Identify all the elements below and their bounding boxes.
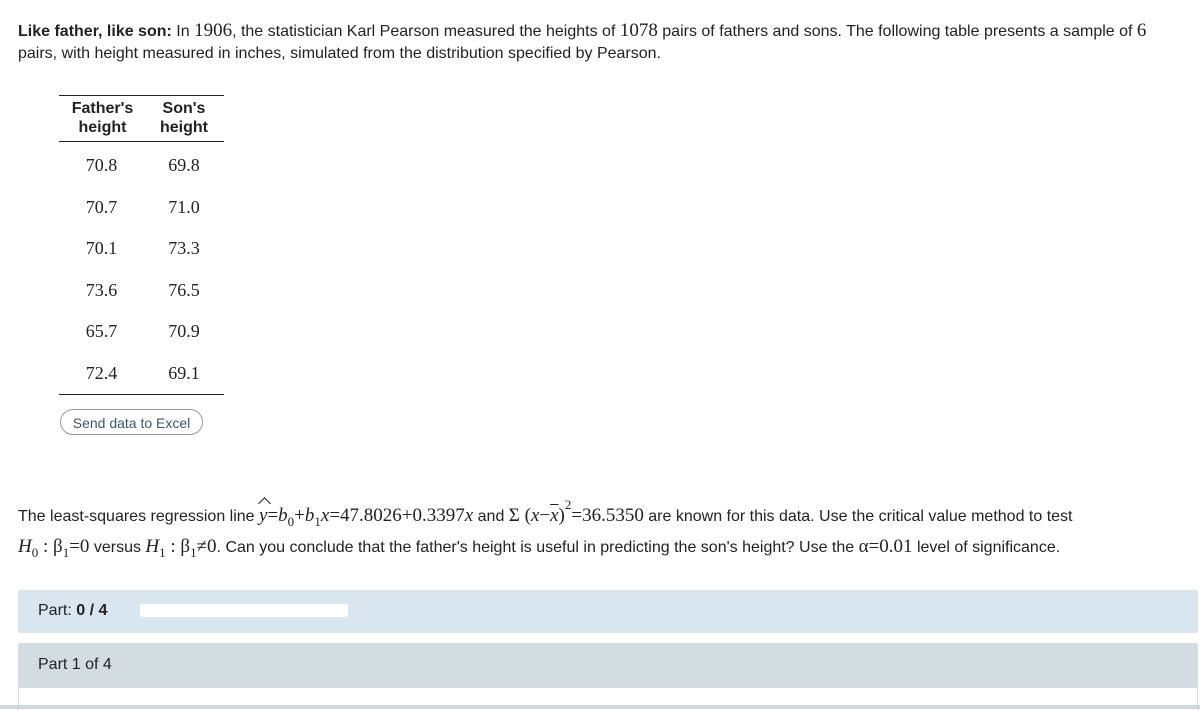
header-father: Father's height [59, 96, 144, 142]
regression-equation: $y=b_0+b_1x=47.8026+0.3397x$ [259, 505, 474, 529]
father-cell: 72.4 [59, 353, 144, 395]
son-cell: 71.0 [168, 196, 200, 217]
son-cell: 69.1 [144, 353, 224, 395]
problem-heading: Like father, like son: [18, 23, 172, 40]
question-and: and [473, 508, 509, 525]
null-hypothesis: $H_0$ : $\beta_1=0$ [18, 536, 90, 560]
intro-text-2: , the statistician Karl Pearson measured the heights of [232, 23, 620, 40]
table-row [59, 142, 224, 187]
header-son: Son's height [144, 96, 224, 142]
alternative-hypothesis: $H_1$ : $\beta_1\ne 0$ [145, 536, 217, 560]
question-text-1: The least-squares regression line [18, 508, 260, 525]
father-cell: 70.7 [85, 196, 118, 217]
sum-squares-expression: Σ $(x-\overline{x})^2=36.5350$ [508, 497, 644, 526]
question-text-2: are known for this data. Use the critical value method to test [643, 508, 1073, 525]
table-row [59, 353, 224, 395]
intro-text-3: pairs of fathers and sons. The following table presents a sample of [657, 23, 1137, 40]
father-cell: 70.1 [85, 238, 118, 259]
table-row [59, 187, 224, 229]
intro-text-4: pairs, with height measured in inches, simulated from the distribution specified by Pearson. [18, 45, 661, 62]
question-line-1 [18, 493, 1198, 534]
alpha-expression: α=0.01 [858, 536, 913, 557]
question-line-2 [18, 535, 1198, 565]
part-score: 0 / 4 [76, 602, 108, 619]
table-row [59, 311, 224, 353]
son-cell: 73.3 [168, 238, 200, 259]
intro-sample: 6 [1136, 20, 1147, 41]
table-row [59, 270, 224, 312]
send-to-excel-button[interactable]: Send data to Excel [60, 409, 203, 435]
progress-track [140, 604, 348, 617]
part-progress-bar [18, 590, 1198, 633]
bottom-divider [0, 705, 1200, 709]
sum-squares-value: 36.5350 [582, 505, 644, 526]
father-cell: 65.7 [85, 321, 118, 342]
part-1-label: Part 1 of 4 [38, 656, 112, 673]
father-cell: 73.6 [85, 279, 118, 300]
question-text-4: level of significance. [912, 539, 1061, 556]
intercept-value: 47.8026 [340, 505, 402, 526]
slope-value: 0.3397 [412, 505, 465, 526]
intro-text-1: In [171, 23, 195, 40]
intro-year: 1906 [194, 20, 233, 41]
question-text-3: . Can you conclude that the father's height is useful in predicting the son's height? Use the [216, 539, 859, 556]
question-versus: versus [89, 539, 146, 556]
son-cell: 76.5 [168, 279, 200, 300]
table-row [59, 228, 224, 270]
height-table [59, 95, 224, 395]
intro-pairs: 1078 [619, 20, 658, 41]
part-label [38, 602, 107, 620]
part-label-text: Part: [38, 602, 72, 619]
part-1-header [18, 643, 1198, 687]
alpha-value: 0.01 [879, 536, 913, 557]
son-cell: 70.9 [168, 321, 200, 342]
son-cell: 69.8 [168, 155, 200, 176]
father-cell: 70.8 [85, 155, 118, 176]
problem-intro [18, 20, 1193, 65]
